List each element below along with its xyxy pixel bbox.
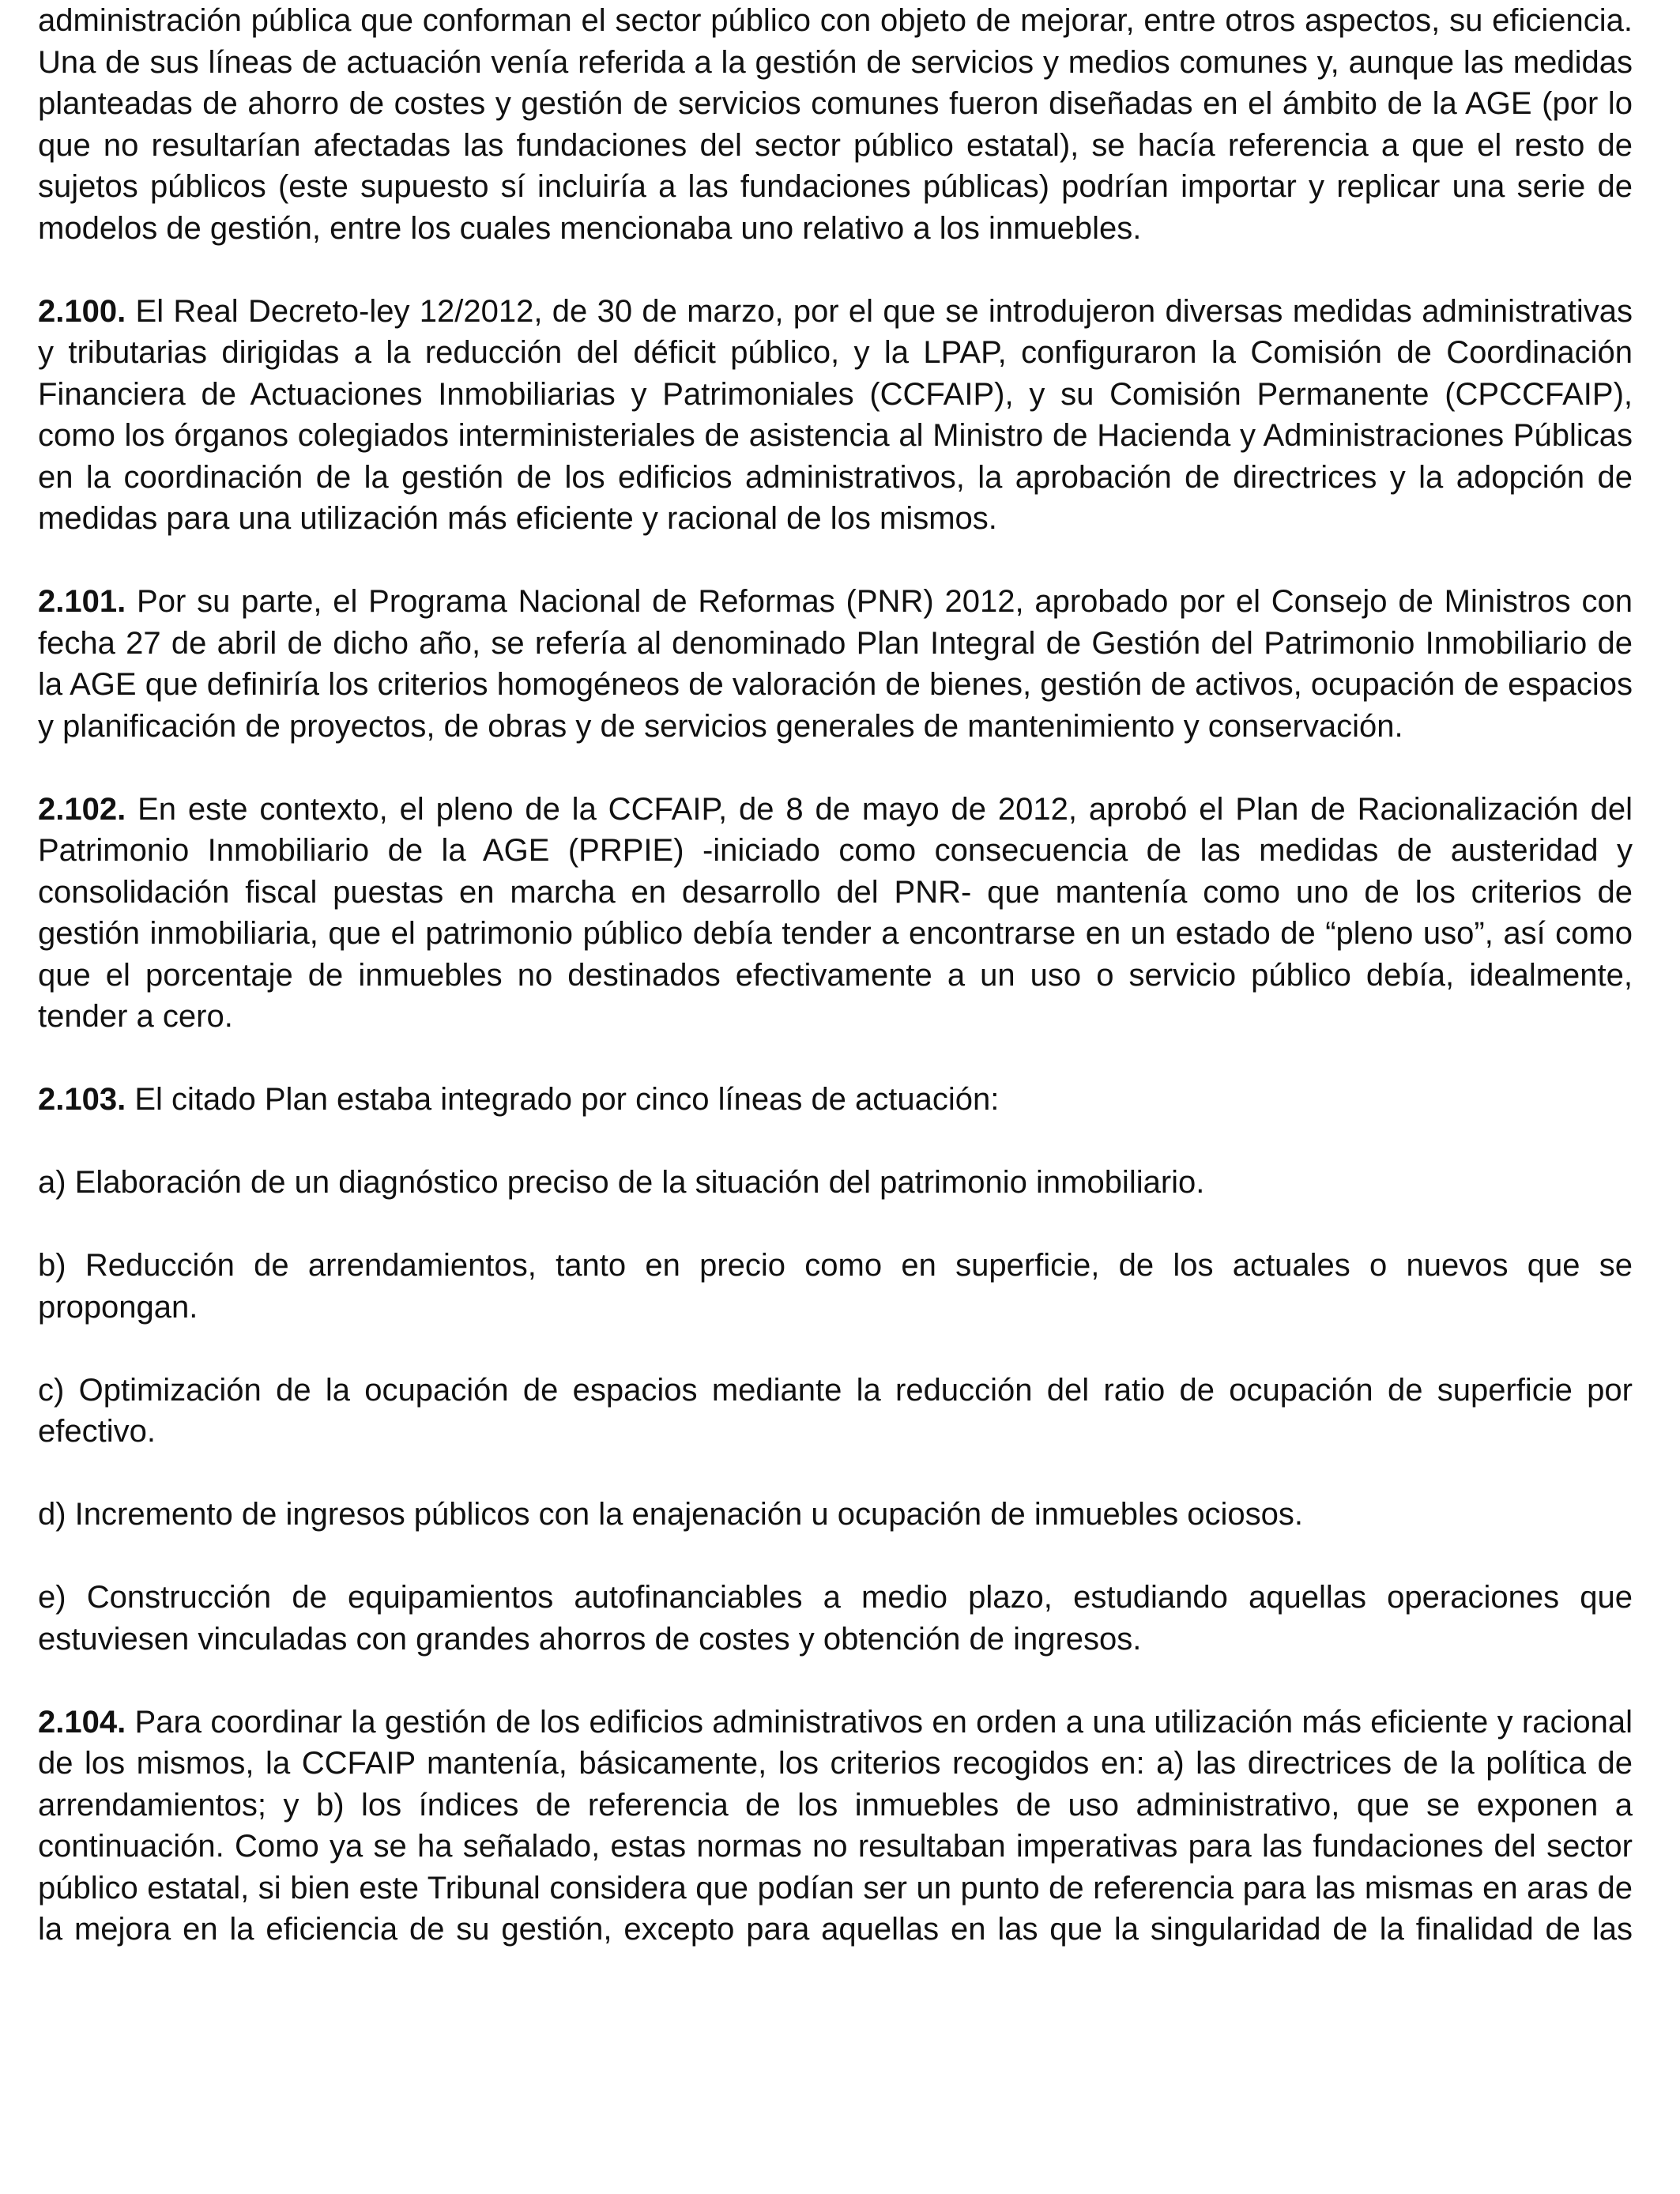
paragraph-2-104	[38, 1702, 1633, 1951]
paragraph-text: administración pública que conforman el sector público con objeto de mejorar, entre otros aspectos, su eficiencia. Una de sus líneas de actuación venía referida a la gestión de servicios y medios comunes y, aunque las medidas planteadas de ahorro de costes y gestión de servicios comunes fueron diseñadas en el ámbito de la AGE (por lo que no resultarían afectadas las fundaciones del sector público estatal), se hacía referencia a que el resto de sujetos públicos (este supuesto sí incluiría a las fundaciones públicas) podrían importar y replicar una serie de modelos de gestión, entre los cuales mencionaba uno relativo a los inmuebles.	[38, 3, 1633, 246]
list-item-a: a) Elaboración de un diagnóstico preciso de la situación del patrimonio inmobiliario.	[38, 1165, 1205, 1200]
list-item-c: c) Optimización de la ocupación de espacios mediante la reducción del ratio de ocupación de superficie por efectivo.	[38, 1372, 1633, 1449]
list-item-e: e) Construcción de equipamientos autofinanciables a medio plazo, estudiando aquellas operaciones que estuviesen vinculadas con grandes ahorros de costes y obtención de ingresos.	[38, 1580, 1633, 1657]
paragraph-text: Para coordinar la gestión de los edificios administrativos en orden a una utilización más eficiente y racional de los mismos, la CCFAIP mantenía, básicamente, los criterios recogidos en: a) las directrices de la política de arrendamientos; y b) los índices de referencia de los inmuebles de uso administrativo, que se exponen a continuación. Como ya se ha señalado, estas normas no resultaban imperativas para las fundaciones del sector público estatal, si bien este Tribunal considera que podían ser un punto de referencia para las mismas en aras de la mejora en la eficiencia de su gestión, excepto para aquellas en las que la singularidad de la finalidad de las	[38, 1704, 1633, 1947]
list-item-b: b) Reducción de arrendamientos, tanto en precio como en superficie, de los actuales o nuevos que se propongan.	[38, 1248, 1633, 1325]
paragraph-2-102	[38, 789, 1633, 1038]
paragraph-text: El Real Decreto-ley 12/2012, de 30 de marzo, por el que se introdujeron diversas medidas administrativas y tributarias dirigidas a la reducción del déficit público, y la LPAP, configuraron la Comisión de Coordinación Financiera de Actuaciones Inmobiliarias y Patrimoniales (CCFAIP), y su Comisión Permanente (CPCCFAIP), como los órganos colegiados interministeriales de asistencia al Ministro de Hacienda y Administraciones Públicas en la coordinación de la gestión de los edificios administrativos, la aprobación de directrices y la adopción de medidas para una utilización más eficiente y racional de los mismos.	[38, 293, 1633, 536]
paragraph-number: 2.101.	[38, 584, 126, 619]
paragraph-text: Por su parte, el Programa Nacional de Reformas (PNR) 2012, aprobado por el Consejo de Ministros con fecha 27 de abril de dicho año, se refería al denominado Plan Integral de Gestión del Patrimonio Inmobiliario de la AGE que definiría los criterios homogéneos de valoración de bienes, gestión de activos, ocupación de espacios y planificación de proyectos, de obras y de servicios generales de mantenimiento y conservación.	[38, 584, 1633, 744]
paragraph-number: 2.103.	[38, 1082, 126, 1117]
paragraph-text: En este contexto, el pleno de la CCFAIP, de 8 de mayo de 2012, aprobó el Plan de Racionalización del Patrimonio Inmobiliario de la AGE (PRPIE) -iniciado como consecuencia de las medidas de austeridad y consolidación fiscal puestas en marcha en desarrollo del PNR- que mantenía como uno de los criterios de gestión inmobiliaria, que el patrimonio público debía tender a encontrarse en un estado de “pleno uso”, así como que el porcentaje de inmuebles no destinados efectivamente a un uso o servicio público debía, idealmente, tender a cero.	[38, 791, 1633, 1034]
paragraph-continued	[38, 0, 1633, 249]
paragraph-number: 2.102.	[38, 791, 126, 827]
paragraph-2-101	[38, 581, 1633, 747]
paragraph-2-103	[38, 1079, 1633, 1121]
paragraph-text: El citado Plan estaba integrado por cinco líneas de actuación:	[134, 1082, 1000, 1117]
paragraph-number: 2.104.	[38, 1704, 126, 1740]
paragraph-2-100	[38, 291, 1633, 540]
document-page	[38, 0, 1633, 1951]
paragraph-number: 2.100.	[38, 293, 126, 329]
list-item-d: d) Incremento de ingresos públicos con la enajenación u ocupación de inmuebles ociosos.	[38, 1497, 1303, 1532]
